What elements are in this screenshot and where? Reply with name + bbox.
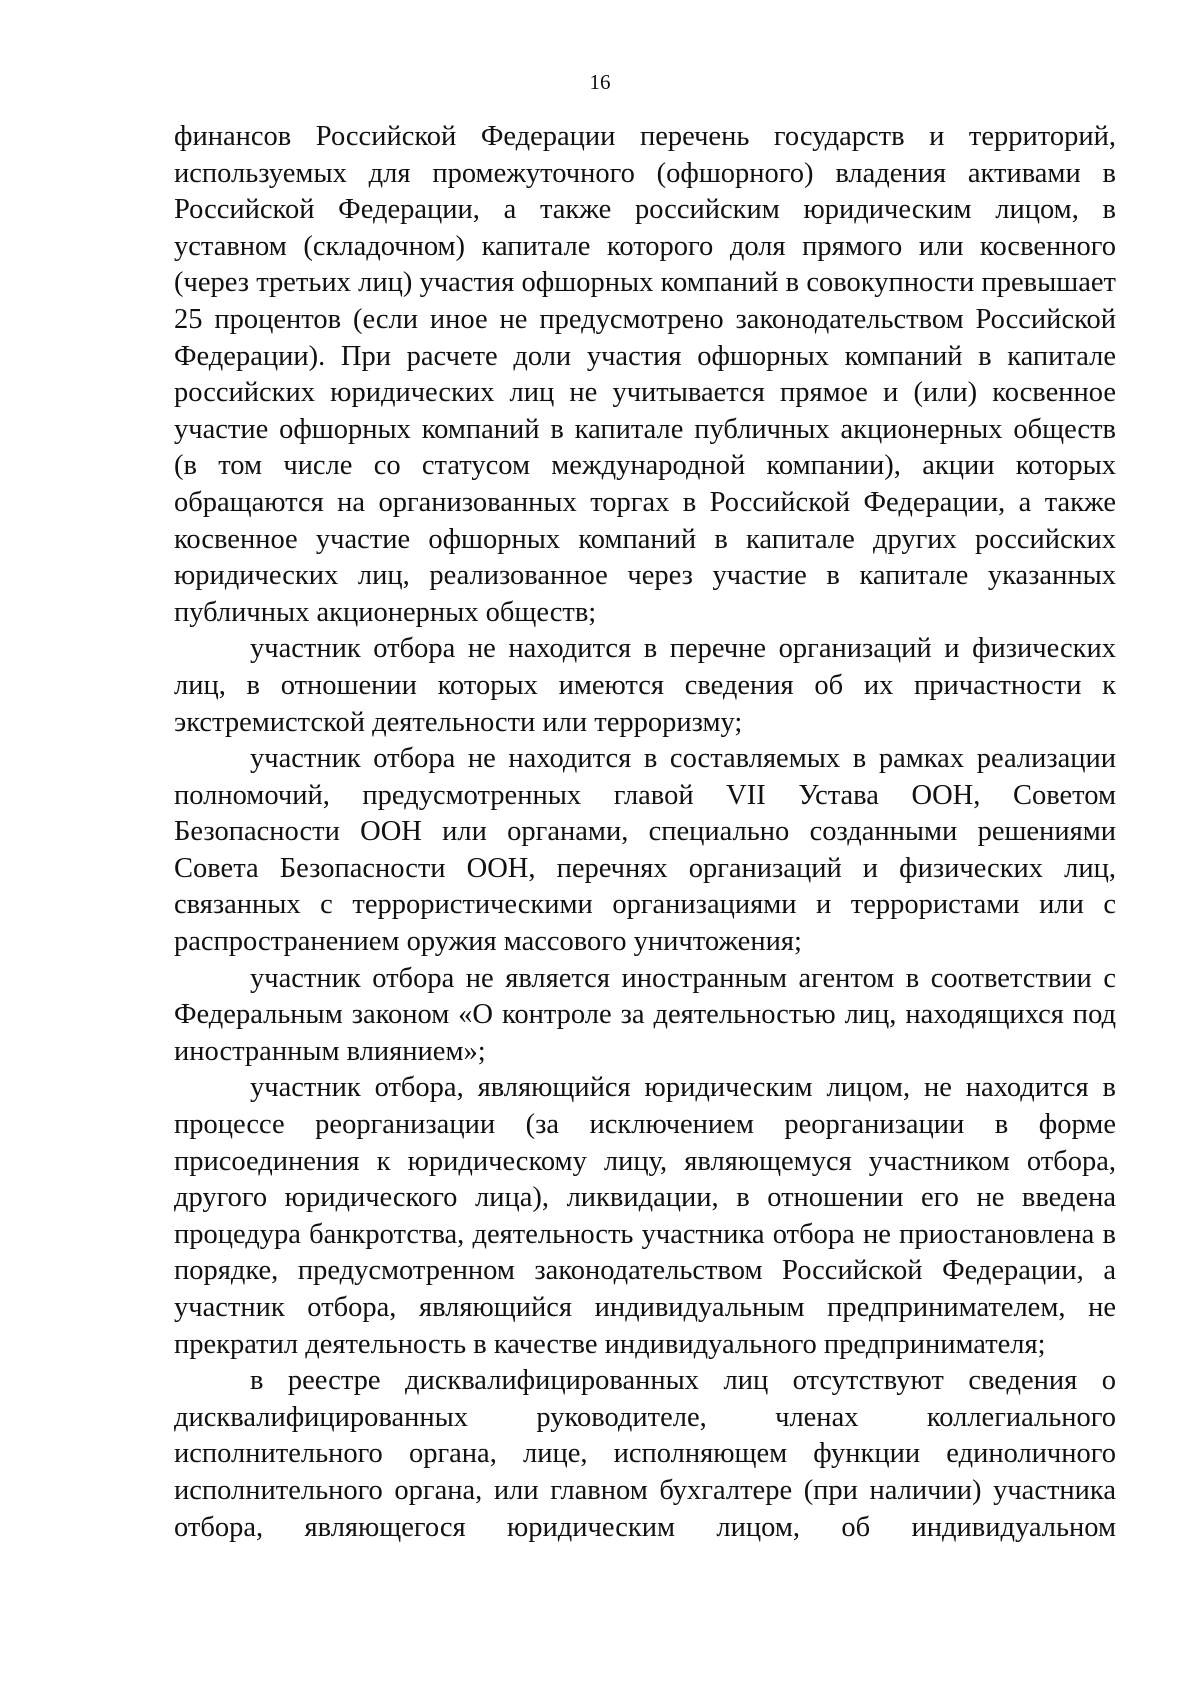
paragraph-disqualified-persons: в реестре дисквалифицированных лиц отсутствуют сведения о дисквалифицированных руководителе, членах коллегиального исполнительного органа, лице, исполняющем функции единоличного исполнительного органа, или главном бухгалтере (при наличии) участника отбора, являющегося юридическим лицом, об индивидуальном: [174, 1365, 1116, 1543]
page-number: 16: [589, 70, 611, 94]
paragraph-foreign-agent: участник отбора не является иностранным агентом в соответствии с Федеральным законом «О контроле за деятельностью лиц, находящихся под иностранным влиянием»;: [174, 962, 1116, 1067]
paragraph-un-sanctions-list: участник отбора не находится в составляемых в рамках реализации полномочий, предусмотренных главой VII Устава ООН, Советом Безопасности ООН или органами, специально созданными решениями Совета Безопасности ООН, перечнях организаций и физических лиц, связанных с террористическими организациями и террористами или с распространением оружия массового уничтожения;: [174, 743, 1116, 958]
document-body: [174, 119, 1116, 1546]
paragraph-extremism-list: участник отбора не находится в перечне организаций и физических лиц, в отношении которых имеются сведения об их причастности к экстремистской деятельности или терроризму;: [174, 633, 1116, 738]
paragraph-reorganization: участник отбора, являющийся юридическим лицом, не находится в процессе реорганизации (за исключением реорганизации в форме присоединения к юридическому лицу, являющемуся участником отбора, другого юридического лица), ликвидации, в отношении его не введена процедура банкротства, деятельность участника отбора не приостановлена в порядке, предусмотренном законодательством Российской Федерации, а участник отбора, являющийся индивидуальным предпринимателем, не прекратил деятельность в качестве индивидуального предпринимателя;: [174, 1072, 1116, 1360]
paragraph-offshore-continuation: финансов Российской Федерации перечень государств и территорий, используемых для промежуточного (офшорного) владения активами в Российской Федерации, а также российским юридическим лицом, в уставном (складочном) капитале которого доля прямого или косвенного (через третьих лиц) участия офшорных компаний в совокупности превышает 25 процентов (если иное не предусмотрено законодательством Российской Федерации). При расчете доли участия офшорных компаний в капитале российских юридических лиц не учитывается прямое и (или) косвенное участие офшорных компаний в капитале публичных акционерных обществ (в том числе со статусом международной компании), акции которых обращаются на организованных торгах в Российской Федерации, а также косвенное участие офшорных компаний в капитале других российских юридических лиц, реализованное через участие в капитале указанных публичных акционерных обществ;: [174, 121, 1116, 628]
